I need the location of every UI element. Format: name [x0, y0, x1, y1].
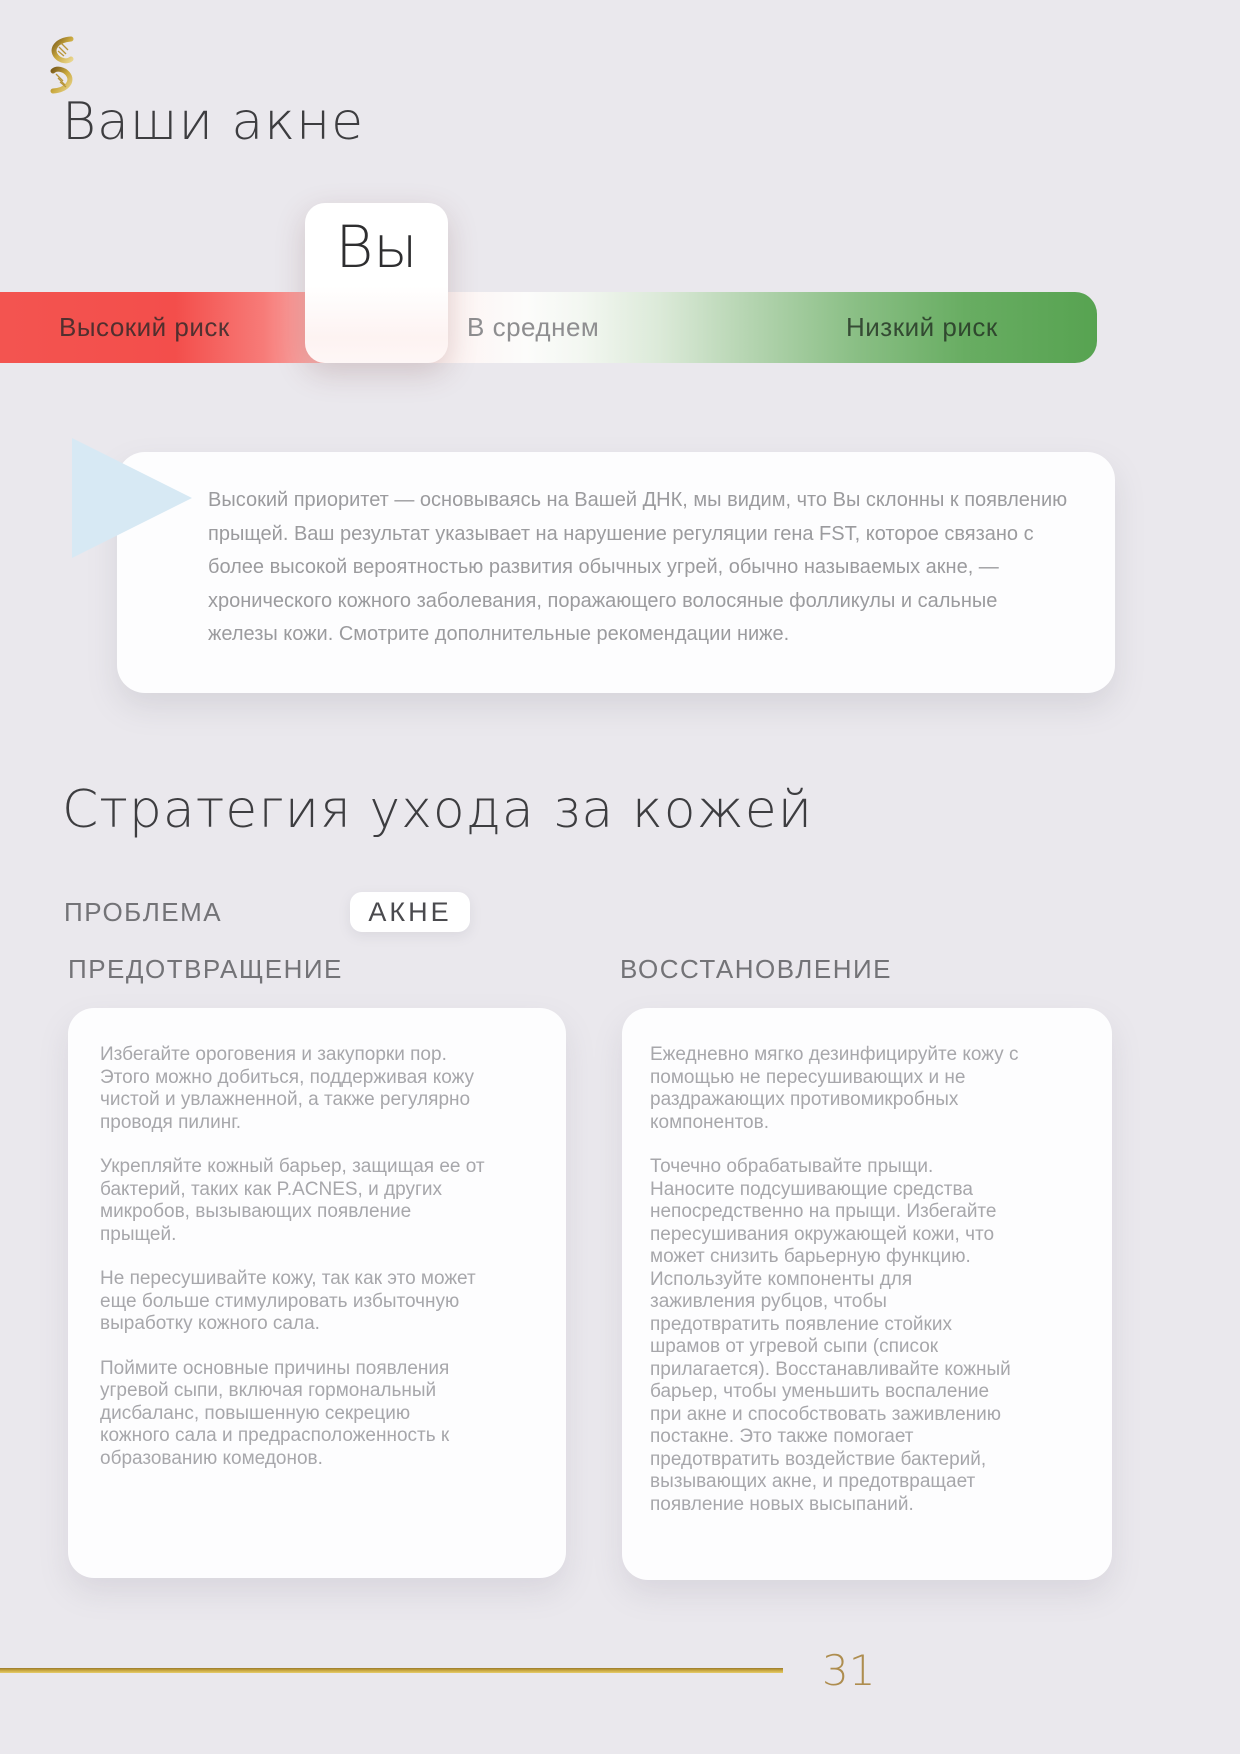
restoration-card [622, 1008, 1112, 1580]
priority-note-text: Высокий приоритет — основываясь на Вашей ДНК, мы видим, что Вы склонны к появлению прыщей. Ваш результат указывает на нарушение регуляции гена FST, которое связано с более высокой вероятностью развития обычных угрей, обычно называемых акне, — хронического кожного заболевания, поражающего волосяные фолликулы и сальные железы кожи. Смотрите дополнительные рекомендации ниже. [208, 489, 1068, 645]
card-paragraph: Не пересушивайте кожу, так как это может еще больше стимулировать избыточную выработку кожного сала. [100, 1268, 476, 1334]
dna-gold-helix-icon [48, 36, 76, 94]
prevention-column-header: ПРЕДОТВРАЩЕНИЕ [68, 954, 343, 984]
footer-gold-rule [0, 1668, 783, 1673]
card-paragraph: Ежедневно мягко дезинфицируйте кожу с помощью не пересушивающих и не раздражающих противомикробных компонентов. [650, 1044, 1019, 1133]
strategy-heading: Стратегия ухода за кожей [62, 780, 813, 840]
problem-label: ПРОБЛЕМА [64, 897, 223, 927]
risk-label-high: Высокий риск [59, 312, 230, 342]
prevention-card [68, 1008, 566, 1578]
card-paragraph: Точечно обрабатывайте прыщи. Наносите подсушивающие средства непосредственно на прыщи. Избегайте пересушивания окружающей кожи, что может снизить барьерную функцию. Используйте компоненты для заживления рубцов, чтобы предотвратить появление стойких шрамов от угревой сыпи (список прилагается). Восстанавливайте кожный барьер, чтобы уменьшить воспаление при акне и способствовать заживлению постакне. Это также помогает предотвратить воздействие бактерий, вызывающих акне, и предотвращает появление новых высыпаний. [650, 1156, 1011, 1515]
risk-label-low: Низкий риск [846, 312, 998, 342]
card-paragraph: Поймите основные причины появления угревой сыпи, включая гормональный дисбаланс, повышенную секрецию кожного сала и предрасположенность к образованию комедонов. [100, 1357, 450, 1469]
your-result-marker [305, 203, 448, 363]
risk-gradient-bar [0, 292, 1097, 363]
page-number: 31 [822, 1646, 876, 1695]
card-paragraph: Укрепляйте кожный барьер, защищая ее от бактерий, таких как P.ACNES, и других микробов, вызывающих появление прыщей. [100, 1156, 485, 1245]
problem-value-badge: АКНЕ [350, 892, 470, 932]
card-paragraph: Избегайте ороговения и закупорки пор. Этого можно добиться, поддерживая кожу чистой и увлажненной, а также регулярно проводя пилинг. [100, 1044, 475, 1133]
callout-triangle-icon [72, 438, 192, 558]
prevention-card-text [68, 1008, 566, 1470]
your-result-marker-label: Вы [335, 213, 418, 281]
page-title: Ваши акне [62, 92, 365, 152]
restoration-card-text [622, 1008, 1112, 1516]
risk-label-medium: В среднем [467, 312, 600, 342]
restoration-column-header: ВОССТАНОВЛЕНИЕ [620, 954, 893, 984]
priority-note-card [117, 452, 1115, 693]
